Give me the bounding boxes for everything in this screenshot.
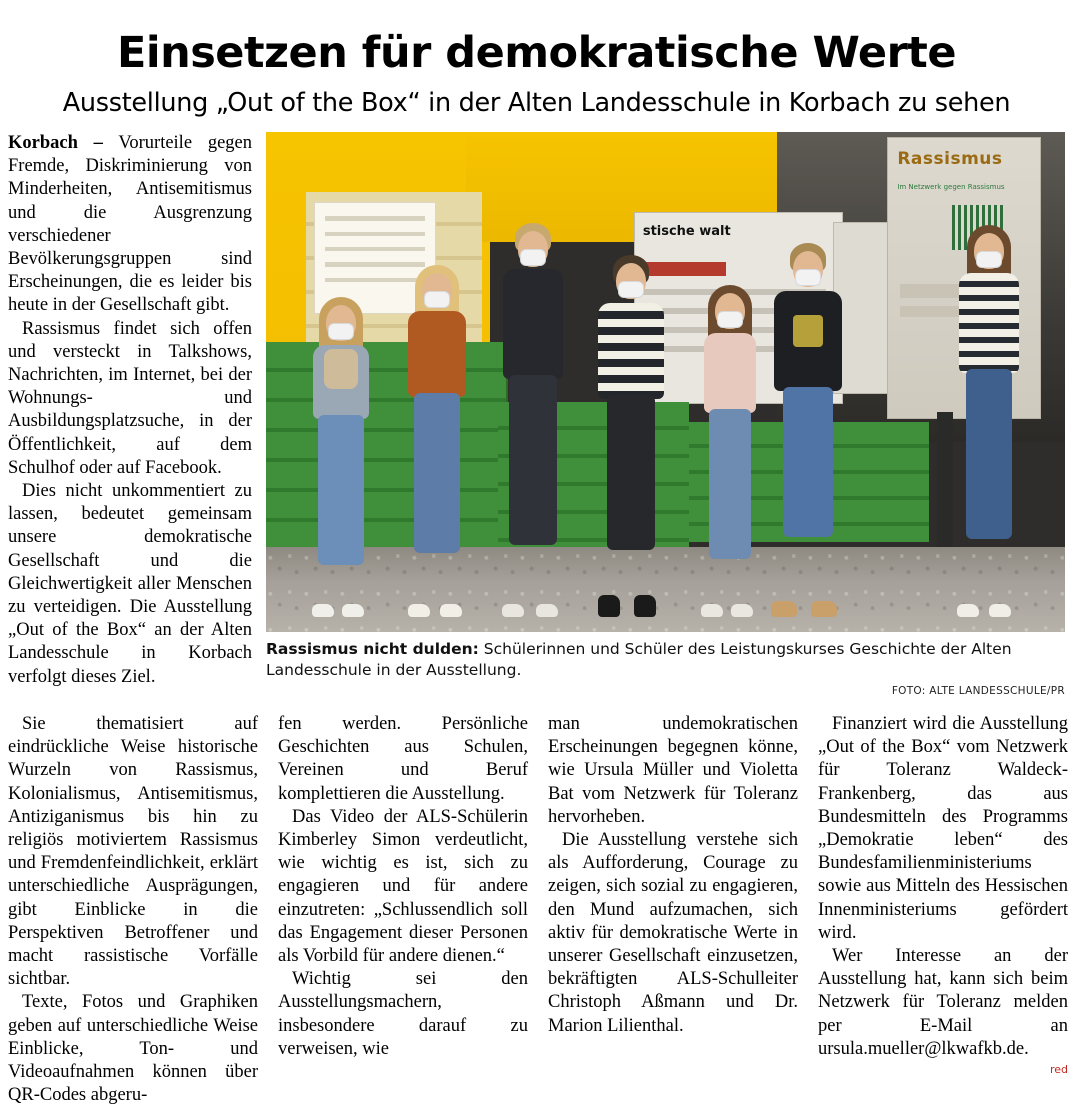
student-1 [306, 287, 376, 617]
exhibition-photo [266, 132, 1065, 632]
page-title: Einsetzen für demokratische Werte [116, 28, 957, 78]
text-column-1-lower [8, 713, 258, 1107]
student-6 [769, 237, 847, 617]
text-column-4 [818, 713, 1068, 1107]
paragraph: man undemokratischen Erscheinungen begegnen könne, wie Ursula Müller und Violetta Bat vom Netzwerk für Toleranz hervorheben. [548, 714, 798, 827]
newspaper-page [0, 28, 1073, 1106]
text-column-1 [8, 132, 266, 689]
paragraph: Dies nicht unkommentiert zu lassen, bedeutet gemeinsam unsere demokratische Gesellschaft und die Gleichwertigkeit aller Menschen zu verteidigen. Die Ausstellung „Out of the Box“ an der Alten Landesschule in Korbach verfolgt dieses Ziel. [8, 481, 252, 687]
top-block [8, 132, 1065, 697]
student-4 [594, 247, 668, 617]
board-heading: stische walt [642, 224, 731, 240]
text-column-2 [278, 713, 528, 1107]
caption-text: Schülerinnen und Schüler des Leistungskurses Geschichte der Alten Landesschule in der Ausstellung. [266, 640, 1012, 679]
paragraph: Texte, Fotos und Graphiken geben auf unterschiedliche Weise Einblicke, Ton- und Videoaufnahmen können über QR-Codes abgeru- [8, 992, 258, 1106]
paragraph: Wer Interesse an der Ausstellung hat, kann sich beim Netzwerk für Toleranz melden per E-Mail an ursula.mueller@lkwafkb.de. [818, 946, 1068, 1059]
paragraph: fen werden. Persönliche Geschichten aus Schulen, Vereinen und Beruf komplettieren die Ausstellung. [278, 714, 528, 804]
paragraph: Die Ausstellung verstehe sich als Aufforderung, Courage zu zeigen, sich sozial zu engagieren, den Mund aufzumachen, sich aktiv für demokratische Werte in unserer Gesellschaft einzusetzen, bekräftigten ALS-Schulleiter Christoph Aßmann und Dr. Marion Lilienthal. [548, 830, 798, 1036]
text-column-3 [548, 713, 798, 1107]
student-2 [402, 257, 472, 617]
paragraph: Wichtig sei den Ausstellungsmachern, insbesondere darauf zu verweisen, wie [278, 969, 528, 1059]
photo-caption [266, 639, 1065, 681]
paragraph-text: Vorurteile gegen Fremde, Diskriminierung von Minderheiten, Antisemitismus und die Ausgrenzung verschiedener Bevölkerungsgruppen sind Erscheinungen, die es leider bis heute in der Gesellschaft gibt. [8, 133, 252, 316]
student-7 [953, 217, 1025, 617]
banner-subtitle: Im Netzwerk gegen Rassismus [897, 182, 1005, 191]
photo-credit: FOTO: ALTE LANDESSCHULE/PR [891, 685, 1065, 697]
paragraph: Sie thematisiert auf eindrückliche Weise historische Wurzeln von Rassismus, Kolonialismus, Antisemitismus, Antiziganismus bis hin zu religiös motiviertem Rassismus und Fremdenfeindlichkeit, erklärt unterschiedliche Ausprägungen, gibt Einblicke in die Perspektiven Betroffener und macht rassistische Vorfälle sichtbar. [8, 714, 258, 990]
banner-title: Rassismus [897, 149, 1003, 170]
page-subtitle: Ausstellung „Out of the Box“ in der Alten Landesschule in Korbach zu sehen [62, 88, 1011, 118]
byline: red [1049, 1063, 1068, 1077]
student-3 [498, 217, 568, 617]
dateline: Korbach – [8, 133, 103, 153]
paragraph: Das Video der ALS-Schülerin Kimberley Simon verdeutlicht, wie wichtig es ist, sich zu engagieren und für andere einzutreten: „Schlussendlich soll das Engagement dieser Personen als Vorbild für andere dienen.“ [278, 806, 528, 967]
caption-lead: Rassismus nicht dulden: [266, 640, 479, 658]
paragraph: Rassismus findet sich offen und versteckt in Talkshows, Nachrichten, im Internet, bei der Wohnungs- und Ausbildungsplatzsuche, in der Öffentlichkeit, auf dem Schulhof oder auf Facebook. [8, 318, 252, 478]
body-columns [8, 713, 1068, 1107]
paragraph [8, 132, 252, 318]
photo-figure [266, 132, 1065, 697]
student-5 [697, 277, 763, 617]
paragraph: Finanziert wird die Ausstellung „Out of the Box“ vom Netzwerk für Toleranz Waldeck-Frankenberg, das aus Bundesmitteln des Programms „Demokratie leben“ des Bundesfamilienministeriums sowie aus Mitteln des Hessischen Innenministeriums gefördert wird. [818, 714, 1068, 943]
